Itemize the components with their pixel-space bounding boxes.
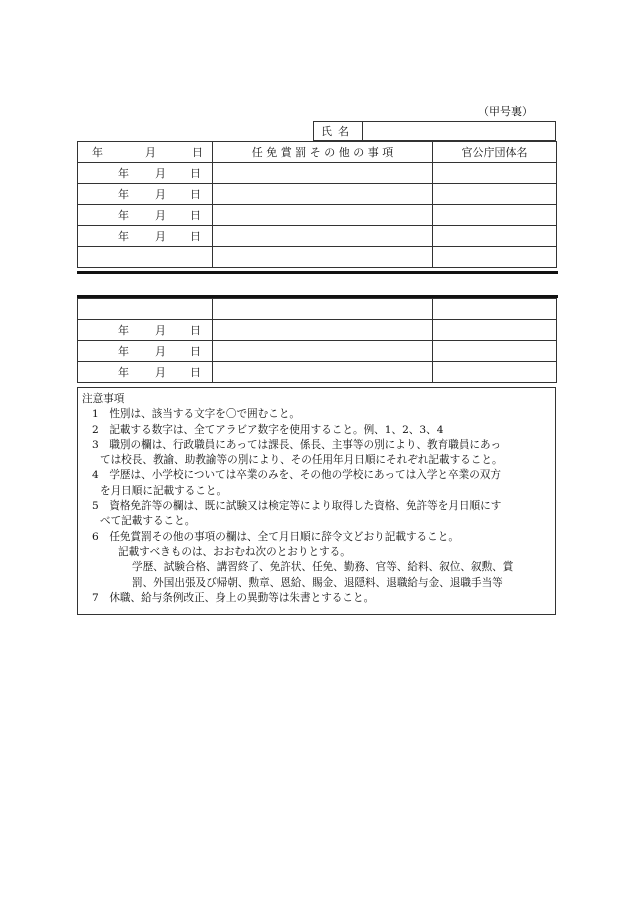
month-label: 月: [155, 188, 166, 201]
date-cell[interactable]: [78, 184, 213, 205]
notes-title: 注意事項: [82, 393, 125, 405]
header-day: 日: [192, 146, 203, 159]
lower-table: [77, 298, 557, 383]
table-row[interactable]: [78, 320, 557, 341]
note-line: べて記載すること。: [100, 515, 196, 528]
note-line: を月日順に記載すること。: [100, 484, 228, 497]
header-date: [78, 142, 213, 163]
notes-box: [77, 387, 556, 615]
day-label: 日: [190, 209, 201, 222]
month-label: 月: [155, 366, 166, 379]
matter-cell[interactable]: [213, 184, 433, 205]
date-cell[interactable]: [78, 341, 213, 362]
office-cell[interactable]: [433, 247, 557, 268]
matter-cell[interactable]: [213, 205, 433, 226]
note-line: 学歴、試験合格、講習終了、免許状、任免、勤務、官等、給料、叙位、叙勲、賞: [132, 561, 514, 574]
date-cell[interactable]: [78, 362, 213, 383]
matter-cell[interactable]: [213, 341, 433, 362]
upper-table: [77, 141, 557, 268]
note-line: 6 任免賞罰その他の事項の欄は、全て月日順に辞令文どおり記載すること。: [92, 530, 459, 543]
note-line: 5 資格免許等の欄は、既に試験又は検定等により取得した資格、免許等を月日順にす: [92, 500, 502, 513]
year-label: 年: [118, 209, 129, 222]
table-row[interactable]: [78, 163, 557, 184]
note-line: 2 記載する数字は、全てアラビア数字を使用すること。例、1、2、3、4: [92, 423, 444, 436]
date-cell[interactable]: [78, 226, 213, 247]
page-label: （甲号裏）: [478, 105, 533, 118]
date-cell[interactable]: [78, 205, 213, 226]
header-office: 官公庁団体名: [433, 142, 557, 163]
name-label: 氏名: [314, 122, 363, 140]
date-cell[interactable]: [78, 163, 213, 184]
note-line: ては校長、教諭、助教諭等の別により、その任用年月日順にそれぞれ記載すること。: [100, 454, 503, 467]
table-row[interactable]: [78, 362, 557, 383]
name-box: [313, 121, 556, 141]
table-row[interactable]: [78, 226, 557, 247]
day-label: 日: [190, 167, 201, 180]
date-cell[interactable]: [78, 320, 213, 341]
office-cell[interactable]: [433, 163, 557, 184]
office-cell[interactable]: [433, 184, 557, 205]
matter-cell[interactable]: [213, 163, 433, 184]
year-label: 年: [118, 188, 129, 201]
month-label: 月: [155, 209, 166, 222]
table-row[interactable]: [78, 205, 557, 226]
office-cell[interactable]: [433, 205, 557, 226]
separator-top: [77, 271, 558, 274]
day-label: 日: [190, 188, 201, 201]
matter-cell[interactable]: [213, 320, 433, 341]
office-cell[interactable]: [433, 226, 557, 247]
matter-cell[interactable]: [213, 226, 433, 247]
table-row[interactable]: [78, 341, 557, 362]
header-matter: 任 免 賞 罰 そ の 他 の 事 項: [213, 142, 433, 163]
year-label: 年: [118, 366, 129, 379]
day-label: 日: [190, 366, 201, 379]
note-line: 7 休職、給与条例改正、身上の異動等は朱書とすること。: [92, 591, 375, 604]
note-line: 罰、外国出張及び帰朝、勲章、恩給、賜金、退隠料、退職給与金、退職手当等: [132, 576, 503, 589]
table-row[interactable]: [78, 247, 557, 268]
office-cell[interactable]: [433, 299, 557, 320]
name-field[interactable]: [363, 122, 555, 140]
header-row: [78, 142, 557, 163]
table-row[interactable]: [78, 184, 557, 205]
year-label: 年: [118, 345, 129, 358]
year-label: 年: [118, 324, 129, 337]
year-label: 年: [118, 167, 129, 180]
office-cell[interactable]: [433, 320, 557, 341]
office-cell[interactable]: [433, 362, 557, 383]
day-label: 日: [190, 324, 201, 337]
month-label: 月: [155, 230, 166, 243]
date-cell[interactable]: [78, 247, 213, 268]
header-year: 年: [92, 146, 103, 159]
matter-cell[interactable]: [213, 299, 433, 320]
note-line: 1 性別は、該当する文字を〇で囲むこと。: [92, 408, 301, 421]
header-month: 月: [145, 146, 156, 159]
note-line: 3 職別の欄は、行政職員にあっては課長、係長、主事等の別により、教育職員にあっ: [92, 438, 502, 451]
month-label: 月: [155, 345, 166, 358]
month-label: 月: [155, 324, 166, 337]
office-cell[interactable]: [433, 341, 557, 362]
matter-cell[interactable]: [213, 247, 433, 268]
month-label: 月: [155, 167, 166, 180]
matter-cell[interactable]: [213, 362, 433, 383]
note-line: 4 学歴は、小学校については卒業のみを、その他の学校にあっては入学と卒業の双方: [92, 469, 501, 482]
date-cell[interactable]: [78, 299, 213, 320]
year-label: 年: [118, 230, 129, 243]
day-label: 日: [190, 230, 201, 243]
day-label: 日: [190, 345, 201, 358]
note-line: 記載すべきものは、おおむね次のとおりとする。: [118, 545, 351, 558]
table-row[interactable]: [78, 299, 557, 320]
